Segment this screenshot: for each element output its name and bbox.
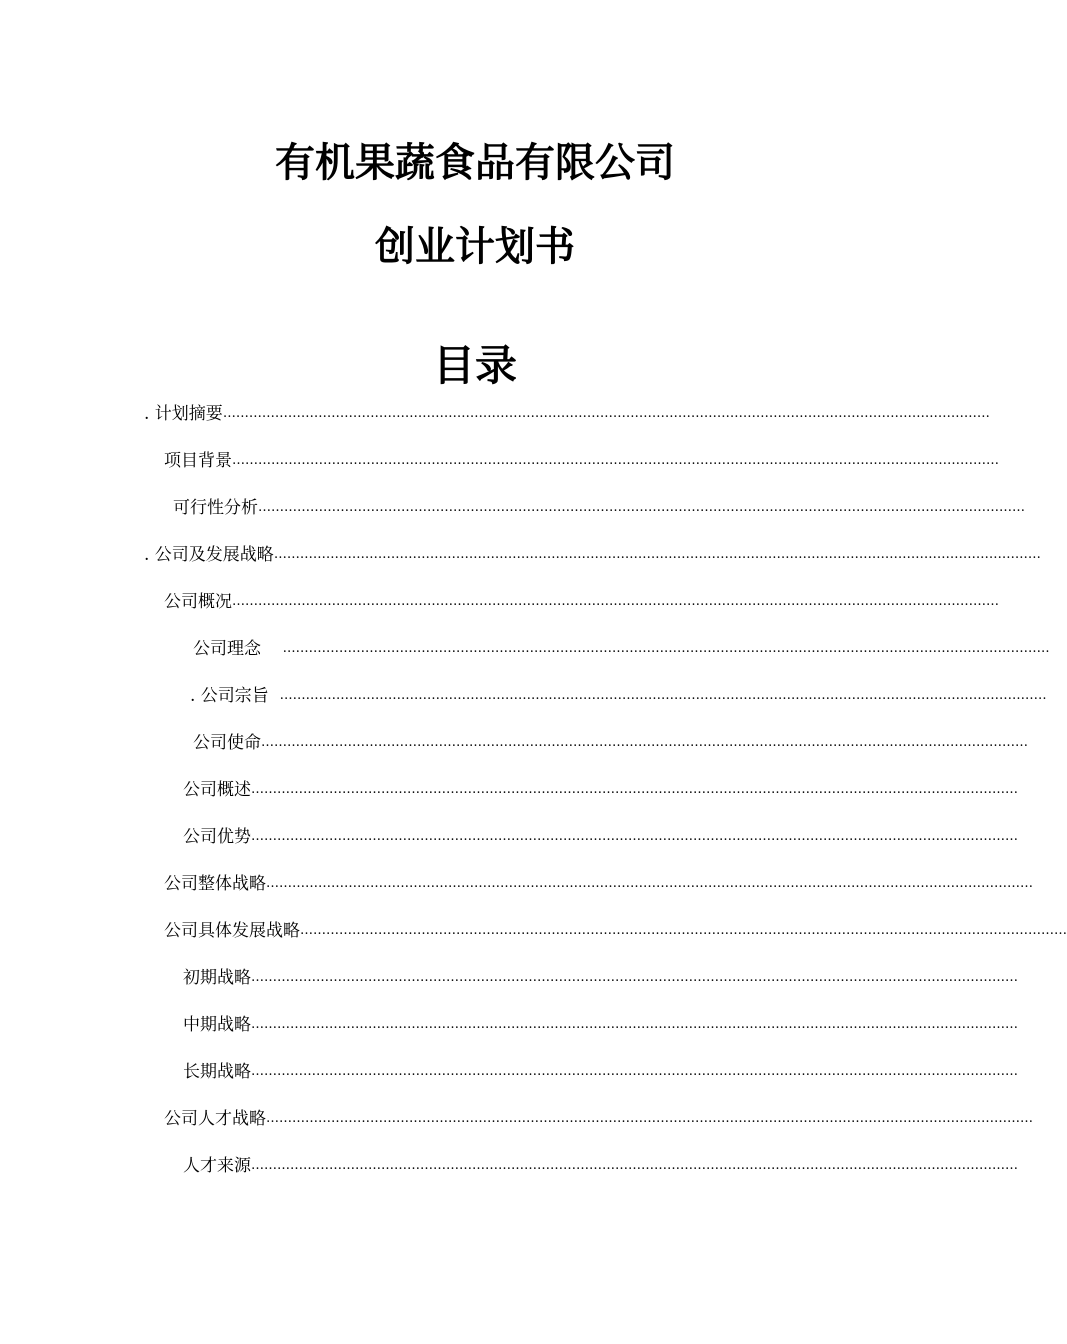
toc-leader-dots: ……………………………………………………………………………………………………………………………………………………………: [222, 406, 990, 421]
toc-leader-dots: ……………………………………………………………………………………………………………………………………………………………: [282, 641, 1050, 656]
toc-leader-dots: ……………………………………………………………………………………………………………………………………………………………: [251, 1158, 1018, 1173]
toc-entry[interactable]: [144, 401, 990, 427]
toc-entry-label: . 公司及发展战略: [144, 545, 274, 565]
toc-leader-dots: ……………………………………………………………………………………………………………………………………………………………: [251, 782, 1018, 797]
toc-leader-dots: ……………………………………………………………………………………………………………………………………………………………: [232, 594, 999, 609]
toc-leader-dots: ……………………………………………………………………………………………………………………………………………………………: [251, 829, 1018, 844]
toc-heading: 目录: [432, 341, 517, 390]
toc-entry[interactable]: [193, 636, 1050, 662]
toc-entry-label: . 计划摘要: [144, 404, 223, 424]
toc-leader-dots: ……………………………………………………………………………………………………………………………………………………………: [251, 1017, 1018, 1032]
toc-leader-dots: ……………………………………………………………………………………………………………………………………………………………: [261, 735, 1028, 750]
toc-entry[interactable]: [164, 448, 999, 474]
toc-entry[interactable]: [164, 1106, 1033, 1132]
toc-entry[interactable]: [164, 871, 1033, 897]
toc-entry-label: 人才来源: [183, 1156, 251, 1176]
toc-entry[interactable]: [183, 965, 1018, 991]
toc-entry[interactable]: [193, 730, 1028, 756]
toc-entry[interactable]: [144, 542, 1041, 568]
company-title: 有机果蔬食品有限公司: [275, 140, 675, 186]
toc-entry-label: 公司概述: [183, 780, 251, 800]
toc-entry[interactable]: [183, 824, 1018, 850]
toc-entry-label: 公司优势: [183, 827, 251, 847]
toc-entry[interactable]: [190, 683, 1047, 709]
toc-leader-dots: ……………………………………………………………………………………………………………………………………………………………: [251, 1064, 1018, 1079]
toc-leader-dots: ……………………………………………………………………………………………………………………………………………………………: [266, 1111, 1033, 1126]
toc-entry-label: 可行性分析: [173, 498, 258, 518]
toc-entry[interactable]: [164, 918, 1067, 944]
plan-title: 创业计划书: [375, 224, 575, 270]
toc-entry-label: 公司整体战略: [164, 874, 266, 894]
toc-entry-label: 中期战略: [183, 1015, 251, 1035]
toc-leader-dots: ……………………………………………………………………………………………………………………………………………………………: [300, 923, 1067, 938]
toc-entry[interactable]: [164, 589, 999, 615]
toc-leader-dots: ……………………………………………………………………………………………………………………………………………………………: [279, 688, 1047, 703]
toc-entry-label: 初期战略: [183, 968, 251, 988]
toc-entry-label: 长期战略: [183, 1062, 251, 1082]
toc-entry-label: 公司使命: [193, 733, 261, 753]
toc-entry[interactable]: [183, 1059, 1018, 1085]
toc-entry[interactable]: [183, 1012, 1018, 1038]
toc-leader-dots: ……………………………………………………………………………………………………………………………………………………………: [232, 453, 999, 468]
toc-entry[interactable]: [183, 1153, 1018, 1179]
toc-entry[interactable]: [183, 777, 1018, 803]
toc-entry-label: . 公司宗旨: [190, 686, 280, 706]
toc-entry[interactable]: [173, 495, 1025, 521]
toc-leader-dots: ……………………………………………………………………………………………………………………………………………………………: [266, 876, 1033, 891]
toc-leader-dots: ……………………………………………………………………………………………………………………………………………………………: [258, 500, 1025, 515]
toc-leader-dots: ……………………………………………………………………………………………………………………………………………………………: [273, 547, 1041, 562]
toc-entry-label: 公司理念: [193, 639, 283, 659]
toc-entry-label: 公司具体发展战略: [164, 921, 300, 941]
toc-entry-label: 项目背景: [164, 451, 232, 471]
toc-leader-dots: ……………………………………………………………………………………………………………………………………………………………: [251, 970, 1018, 985]
toc-entry-label: 公司人才战略: [164, 1109, 266, 1129]
toc-entry-label: 公司概况: [164, 592, 232, 612]
